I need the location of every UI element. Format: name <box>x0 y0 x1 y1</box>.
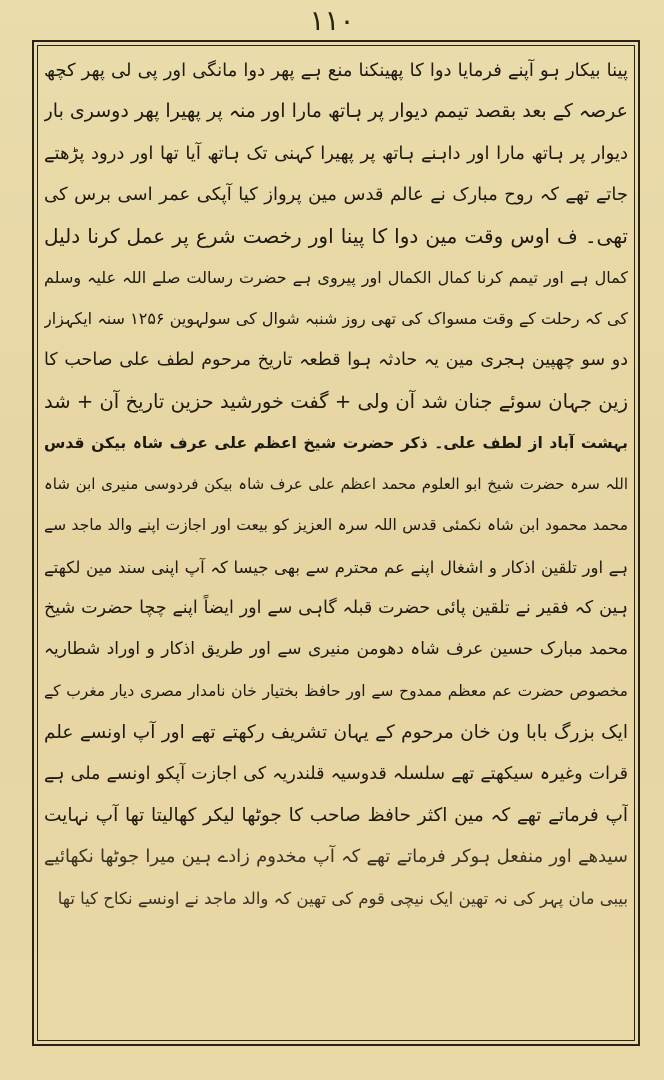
urdu-text-block <box>44 50 628 1036</box>
text-line: پینا بیکار ہو آپنے فرمایا دوا کا پھینکنا منع ہے پھر دوا مانگی اور پی لی پھر کچھ <box>44 60 628 81</box>
text-line: دو سو چھپین ہجری مین یہ حادثہ ہوا قطعہ تاریخ مرحوم لطف علی صاحب کا <box>44 349 628 370</box>
text-line: محمد محمود ابن شاہ نکمئی قدس اللہ سرہ العزیز کو بیعت اور اجازت اپنے والد ماجد سے <box>44 516 628 535</box>
section-heading-line: بہشت آباد از لطف علی۔ ذکر حضرت شیخ اعظم علی عرف شاہ بیکن قدس <box>44 433 628 452</box>
text-line: کی کہ رحلت کے وقت مسواک کی تھی روز شنبہ شوال کی سولہوین ۱۲۵۶ سنہ ایکہزار <box>44 309 628 329</box>
text-frame <box>32 40 640 1046</box>
text-line: ایک بزرگ بابا ون خان مرحوم کے یہان تشریف رکھتے تھے اور آپ اونسے علم <box>44 722 628 744</box>
text-line: دیوار پر ہاتھ مارا اور داہنے ہاتھ پر پھیرا کہنی تک ہاتھ آیا تھا اور درود پڑھتے <box>44 142 628 164</box>
text-line: ہے اور تلقین اذکار و اشغال اپنے عم محترم سے بھی جیسا کہ آپ اپنی سند مین لکھتے <box>44 557 628 577</box>
text-line: آپ فرماتے تھے کہ مین اکثر حافظ صاحب کا جوٹھا لیکر کھالیتا تھا آپ نہایت <box>44 805 628 827</box>
text-line: محمد مبارک حسین عرف شاہ دھومن منیری سے اور طریق اذکار و اوراد شطاریہ <box>44 639 628 660</box>
text-line: مخصوص حضرت عم معظم ممدوح سے اور حافظ بختیار خان نامدار مصری دیار مغرب کے <box>44 681 628 700</box>
verse-line: زین جہان سوئے جنان شد آن ولی + گفت خورشید حزین تاریخ آن + شد <box>44 390 628 414</box>
text-line: بیبی مان پہر کی نہ تھین ایک نیچی قوم کی تھین کہ والد ماجد نے اونسے نکاح کیا تھا <box>57 888 628 908</box>
page-number: ۱۱۰ <box>309 4 355 37</box>
text-line: جاتے تھے کہ روح مبارک نے عالم قدس مین پرواز کیا آپکی عمر اسی برس کی <box>44 184 628 206</box>
text-line: اللہ سرہ حضرت شیخ ابو العلوم محمد اعظم علی عرف شاہ بیکن فردوسی منیری ابن شاہ <box>44 474 628 493</box>
text-line: کمال ہے اور تیمم کرنا کمال الکمال اور پیروی ہے حضرت رسالت صلے اللہ علیہ وسلم <box>44 267 628 287</box>
text-line: سیدھے اور منفعل ہوکر فرماتے تھے کہ آپ مخدوم زادے ہین میرا جوٹھا نکھائیے <box>44 846 628 868</box>
text-line: عرصہ کے بعد بقصد تیمم دیوار پر ہاتھ مارا اور منہ پر پھیرا پھر دوسری بار <box>44 100 628 123</box>
text-line: قرات وغیرہ سیکھتے تھے سلسلہ قدوسیہ قلندریہ کی اجازت آپکو اونسے ملی ہے <box>44 763 628 784</box>
text-line: تھی۔ ف اوس وقت مین دوا کا پینا اور رخصت شرع پر عمل کرنا دلیل <box>44 223 628 248</box>
text-line: ہین کہ فقیر نے تلقین پائی حضرت قبلہ گاہی سے اور ایضاً اپنے چچا حضرت شیخ <box>44 598 628 619</box>
